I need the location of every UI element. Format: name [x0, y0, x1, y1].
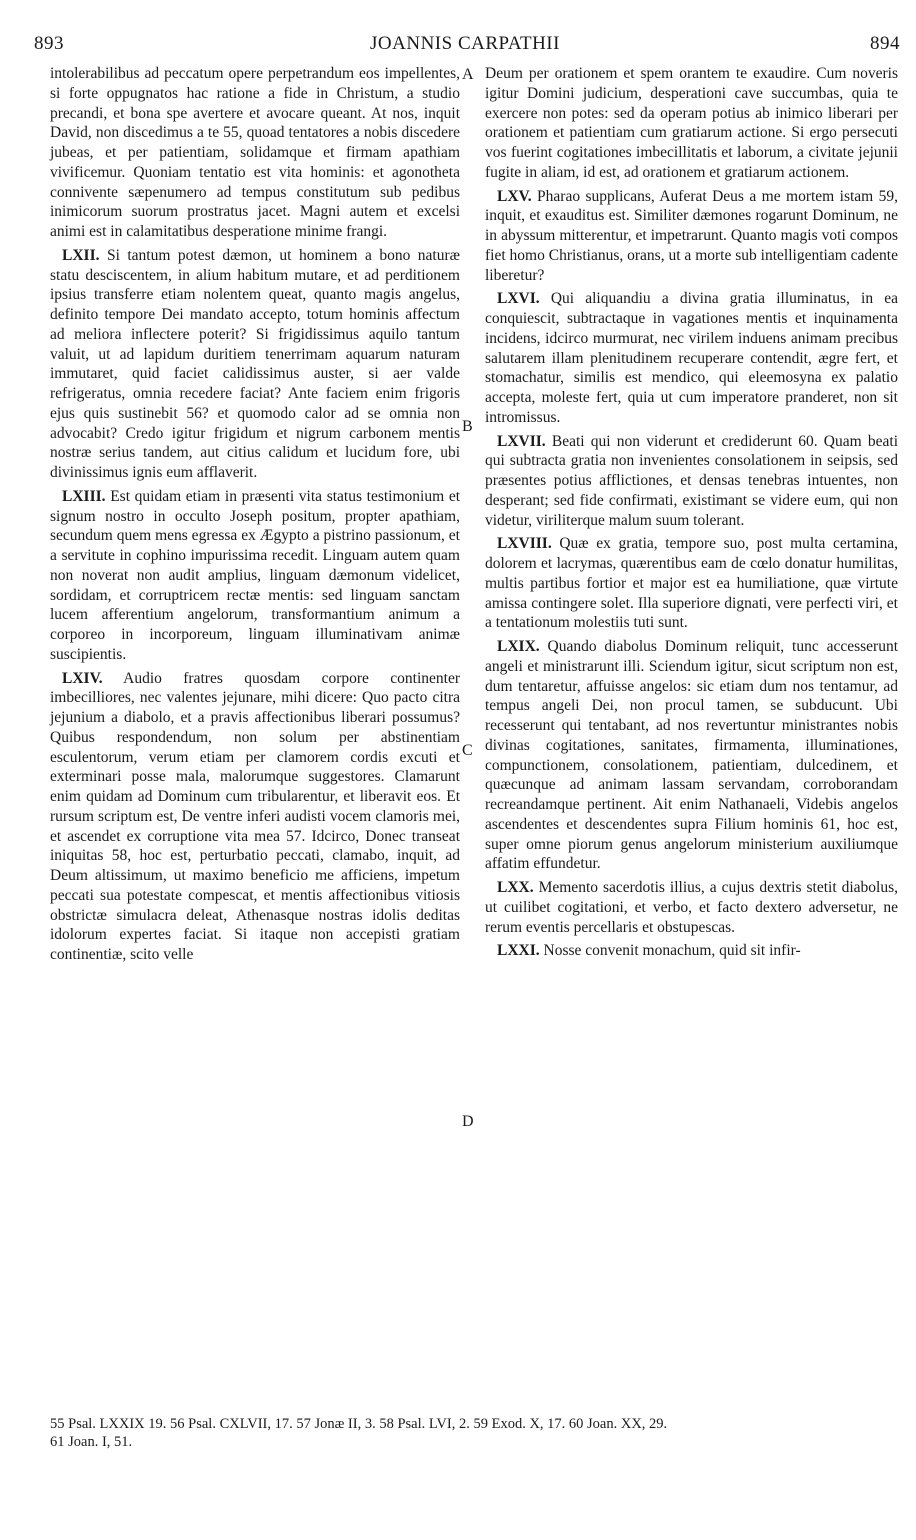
- paragraph: [485, 187, 898, 286]
- paragraph-text: Deum per orationem et spem orantem te exaudire. Cum noveris igitur Domini judicium, desperationi cave succumbas, quia te exercere non potes: sed da operam potius ab inimico liberari per orationem et patientiam cum gratiarum actione. Si ergo persecuti vos fuerint cogitationes imbecillitatis et laborum, a civitate jejunii fugite in aliam, id est, ad orationem et gratiarum actionem.: [485, 65, 898, 181]
- page-number-right: 894: [870, 33, 900, 54]
- running-title: JOANNIS CARPATHII: [370, 33, 560, 54]
- margin-marker-c: C: [462, 742, 473, 759]
- paragraph-text: Qui aliquandiu a divina gratia illuminatus, in ea conquiescit, subtractaque in vagationes mentis et inquinamenta incidens, idcirco murmurat, nec virilem induens animam precibus salutarem illam plenitudinem recuperare contendit, ægre fert, et stomachatur, similis est mendico, qui eleemosyna ex palatio accepta, moleste fert, quia ut cum imperatore pranderet, non sit intromissus.: [485, 290, 898, 426]
- paragraph-number: LXIII.: [62, 487, 106, 505]
- paragraph-number: LXV.: [497, 187, 532, 205]
- paragraph-number: LXVIII.: [497, 535, 552, 553]
- paragraph: [485, 941, 898, 961]
- running-header: [30, 33, 900, 59]
- page-number-left: 893: [34, 33, 64, 54]
- margin-marker-d: D: [462, 1113, 474, 1130]
- paragraph: [50, 246, 460, 483]
- paragraph-text: Est quidam etiam in præsenti vita status testimonium et signum nostro in occulto Joseph positum, propter apathiam, secundum quem mens egressa ex Ægypto a pistrino passionum, et a servitute in cophino impurissima recedit. Linguam autem quam non noverat non audit amplius, linguam dæmonum videlicet, sordidam, et corruptricem rectæ mentis: sed linguam sanctam lucem afferentium angelorum, transformantium animum a corporeo in incorporeum, linguam illuminativam animæ suscipientis.: [50, 487, 461, 663]
- right-column: [485, 64, 898, 961]
- paragraph-number: LXIX.: [497, 638, 540, 655]
- paragraph-text: Audio fratres quosdam corpore continenter imbecilliores, nec valentes jejunare, mihi dicere: Quo pacto citra jejunium a diabolo, et a pravis affectionibus liberari possumus? Quibus respondendum, non solum per abstinentiam esculentorum, verum etiam per clamorem cordis excuti et exterminari posse mala, malorumque suggestores. Clamarunt enim quidam ad Dominum cum tribularentur, et liberavit eos. Et rursum scriptum est, De ventre inferi audisti vocem clamoris mei, et ascendet ex corruptione vita mea 57. Idcirco, Donec transeat iniquitas 58, hoc est, perturbatio peccati, clamabo, inquit, ad Deum altissimum, ut maximo beneficio me afficiens, impetum peccati sua potestate compescat, et mentis affectionibus vitiosis obstrictæ simulacra deleat, Athenasque nostras idolis deditas idolorum expertes faciat. Si itaque non accepisti gratiam continentiæ, scito velle: [50, 669, 460, 963]
- paragraph-number: LXII.: [62, 246, 100, 264]
- paragraph-number: LXVII.: [497, 432, 546, 450]
- paragraph: [485, 289, 898, 427]
- paragraph: [485, 432, 898, 531]
- paragraph-number: LXIV.: [62, 669, 103, 687]
- paragraph-text: Pharao supplicans, Auferat Deus a me mortem istam 59, inquit, et exauditus est. Similiter dæmones rogarunt Dominum, ne in abyssum mitterentur, et impetrarunt. Quanto magis voti compos fiet homo Christianus, orans, ut a morte sub intelligentiam cadente liberetur?: [485, 187, 899, 284]
- paragraph-number: LXX.: [497, 879, 534, 896]
- paragraph-text: Memento sacerdotis illius, a cujus dextris stetit diabolus, ut cuilibet cogitationi, et verbo, et facto dextero adversetur, ne rerum eventis percellaris et obstupescas.: [485, 879, 899, 936]
- paragraph: [485, 64, 898, 183]
- paragraph: [50, 669, 460, 965]
- paragraph: [50, 487, 460, 665]
- footnote-line: 61 Joan. I, 51.: [50, 1434, 133, 1450]
- margin-marker-a: A: [462, 66, 474, 83]
- paragraph-text: Si tantum potest dæmon, ut hominem a bono naturæ statu desciscentem, in alium habitum mutare, et ad perditionem ipsius transferre etiam nolentem queat, quanto magis angelus, definito tempore Dei mandato accepto, totum hominis affectum ad meliora inflectere poterit? Si frigidissimus aquilo tantum valuit, ut ad lapidum duritiem tenerrimam aquarum naturam immutaret, quid faciet calidissimus auster, si aer valde refrigeratus, omnia recedere faciat? Ante faciem enim frigoris ejus quis sustinebit 56? et quomodo calor ad se omnia non advocabit? Credo igitur frigidum et nigrum carbonem mentis nostræ serius tandem, aut citius calidum et lucidum fore, ubi divinissimus ignis eum afflaverit.: [50, 246, 460, 481]
- left-column: [50, 64, 460, 965]
- paragraph-text: Beati qui non viderunt et crediderunt 60. Quam beati qui subtracta gratia non invenientes consolationem in seipsis, sed præsentes potius afflictiones, et densas tenebras intuentes, non desperant; sed fide confirmati, existimant se videre eum, qui non videtur, viriliterque malum suum tolerant.: [485, 432, 899, 529]
- paragraph: [50, 64, 460, 242]
- footnote-line: 55 Psal. LXXIX 19. 56 Psal. CXLVII, 17. 57 Jonæ II, 3. 58 Psal. LVI, 2. 59 Exod. X, 17. 60 Joan. XX, 29.: [50, 1416, 668, 1432]
- paragraph-text: Nosse convenit monachum, quid sit infir-: [543, 942, 801, 960]
- footnotes: [50, 1415, 900, 1451]
- paragraph-text: intolerabilibus ad peccatum opere perpetrandum eos impellentes, si forte oppugnatos hac ratione a fide in Christum, a studio precandi, et bona spe avertere et avocare queant. At nos, inquit David, non discedimus a te 55, quoad tentatores a nobis discedere jubeas, et per patientiam, solidamque et firmam apathiam vivificemur. Quoniam tentatio est vita hominis: et agonotheta connivente sæpenumero ad tempus constitutum sub pedibus inimicorum suorum prostratus jacet. Magni autem et excelsi animi est in calamitatibus desperatione minime frangi.: [50, 65, 460, 240]
- margin-marker-b: B: [462, 418, 473, 435]
- paragraph-number: LXVI.: [497, 290, 540, 308]
- paragraph: [485, 878, 898, 937]
- paragraph-text: Quæ ex gratia, tempore suo, post multa certamina, dolorem et lacrymas, quærentibus eam de cœlo donatur humilitas, multis partibus fortior et major est ea humiliatione, quæ virtute amissa contingere solet. Illa superiore dignati, vere perfecti viri, et a tentationum molestiis tuti sunt.: [485, 535, 899, 632]
- paragraph-text: Quando diabolus Dominum reliquit, tunc accesserunt angeli et ministrarunt illi. Sciendum igitur, sicut scriptum non est, dum tentaretur, affuisse angelos: sic etiam dum nos tentamur, ad tempus angeli Dei, non procul tamen, se subducunt. Ubi recesserunt qui tentabant, ad nos revertuntur ministrantes nobis divinas cogitationes, sanitates, firmamenta, illuminationes, compunctionem, consolationem, patientiam, dulcedinem, et quæcunque ad animam lassam servandam, corroborandam recreandamque pertinent. Ait enim Nathanaeli, Videbis angelos ascendentes et descendentes supra Filium hominis 61, hoc est, super omne piorum genus angelorum ministerium auxiliumque affatim effundetur.: [485, 638, 899, 873]
- paragraph-number: LXXI.: [497, 942, 540, 960]
- paragraph: [485, 637, 898, 874]
- paragraph: [485, 534, 898, 633]
